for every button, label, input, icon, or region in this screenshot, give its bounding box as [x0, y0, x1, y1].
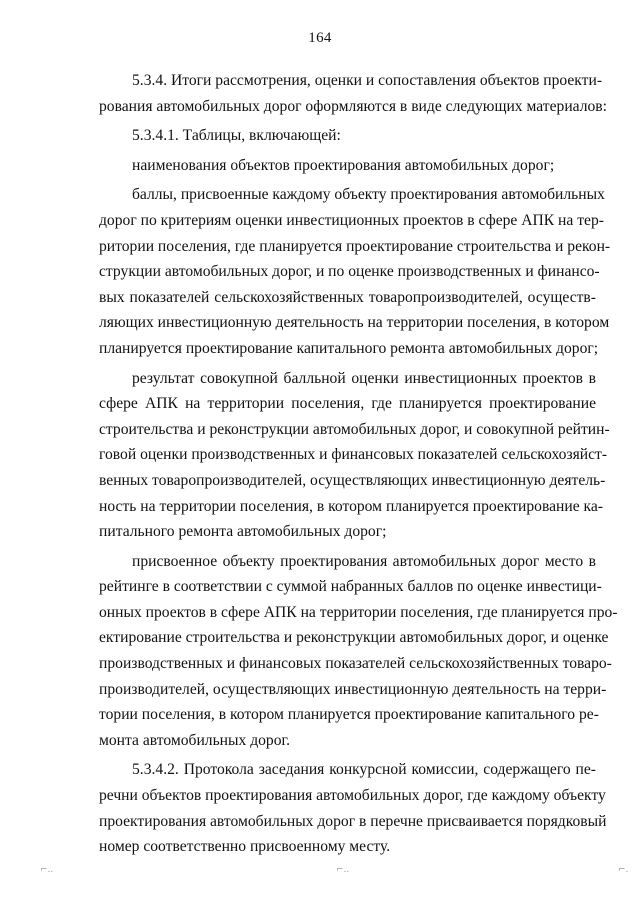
text-line: 5.3.4. Итоги рассмотрения, оценки и сопоставления объектов проекти- — [132, 72, 603, 89]
paragraph-result — [99, 366, 610, 545]
paragraph-5-3-4-1 — [99, 123, 596, 149]
text-line: рейтинге в соответствии с суммой набранных баллов по оценке инвестици- — [99, 578, 602, 596]
text-line: онных проектов в сфере АПК на территории поселения, где планируется про- — [99, 603, 618, 621]
text-line: планируется проектирование капитального ремонта автомобильных дорог; — [99, 339, 599, 357]
text-line: рования автомобильных дорог оформляются в виде следующих материалов: — [99, 97, 607, 115]
scan-mark-left: ⌐.. — [40, 865, 54, 875]
text-line: результат совокупной балльной оценки инвестиционных проектов в — [132, 369, 596, 387]
text-line: струкции автомобильных дорог, и по оценке производственных и финансо- — [99, 263, 600, 281]
paragraph-names — [99, 153, 596, 179]
paragraph-5-3-4-2 — [99, 757, 607, 859]
text-line: строительства и реконструкции автомобильных дорог, и совокупной рейтин- — [99, 420, 610, 438]
text-line: вых показателей сельскохозяйственных товаропроизводителей, осуществ- — [99, 288, 596, 306]
text-line: 5.3.4.2. Протокола заседания конкурсной комиссии, содержащего пе- — [132, 761, 596, 779]
text-line: ность на территории поселения, в котором планируется проектирование ка- — [99, 497, 603, 515]
text-line: ритории поселения, где планируется проектирование строительства и рекон- — [99, 237, 611, 255]
scan-mark-center: ⌐.. — [336, 865, 350, 875]
text-line: производителей, осуществляющих инвестиционную деятельность на терри- — [99, 680, 607, 698]
text-line: питального ремонта автомобильных дорог; — [99, 523, 387, 541]
text-line: речни объектов проектирования автомобильных дорог, где каждому объекту — [99, 787, 606, 805]
text-line: говой оценки производственных и финансовых показателей сельскохозяйст- — [99, 446, 608, 464]
text-line: дорог по критериям оценки инвестиционных проектов в сфере АПК на тер- — [99, 211, 604, 229]
text-line: проектирования автомобильных дорог в перечне присваивается порядковый — [99, 812, 607, 830]
text-line: 5.3.4.1. Таблицы, включающей: — [132, 127, 341, 145]
text-line: сфере АПК на территории поселения, где планируется проектирование — [99, 395, 596, 413]
text-line: присвоенное объекту проектирования автомобильных дорог место в — [132, 552, 596, 570]
text-line: производственных и финансовых показателей сельскохозяйственных товаро- — [99, 655, 612, 673]
text-line: ектирование строительства и реконструкции автомобильных дорог, и оценке — [99, 629, 609, 647]
paragraph-rank — [99, 549, 618, 754]
paragraph-scores — [99, 182, 611, 361]
text-line: тории поселения, в котором планируется проектирование капитального ре- — [99, 706, 599, 724]
text-line: наименования объектов проектирования автомобильных дорог; — [132, 156, 555, 174]
text-line: баллы, присвоенные каждому объекту проектирования автомобильных — [132, 186, 605, 204]
paragraph-5-3-4 — [99, 68, 607, 119]
text-line: венных товаропроизводителей, осуществляющих инвестиционную деятель- — [99, 471, 606, 489]
text-line: ляющих инвестиционную деятельность на территории поселения, в котором — [99, 314, 610, 332]
document-body — [99, 68, 618, 864]
text-line: монта автомобильных дорог. — [99, 731, 291, 749]
scan-mark-right: ⌐. — [618, 865, 629, 875]
text-line: номер соответственно присвоенному месту. — [99, 838, 391, 856]
page-number: 164 — [308, 30, 332, 46]
